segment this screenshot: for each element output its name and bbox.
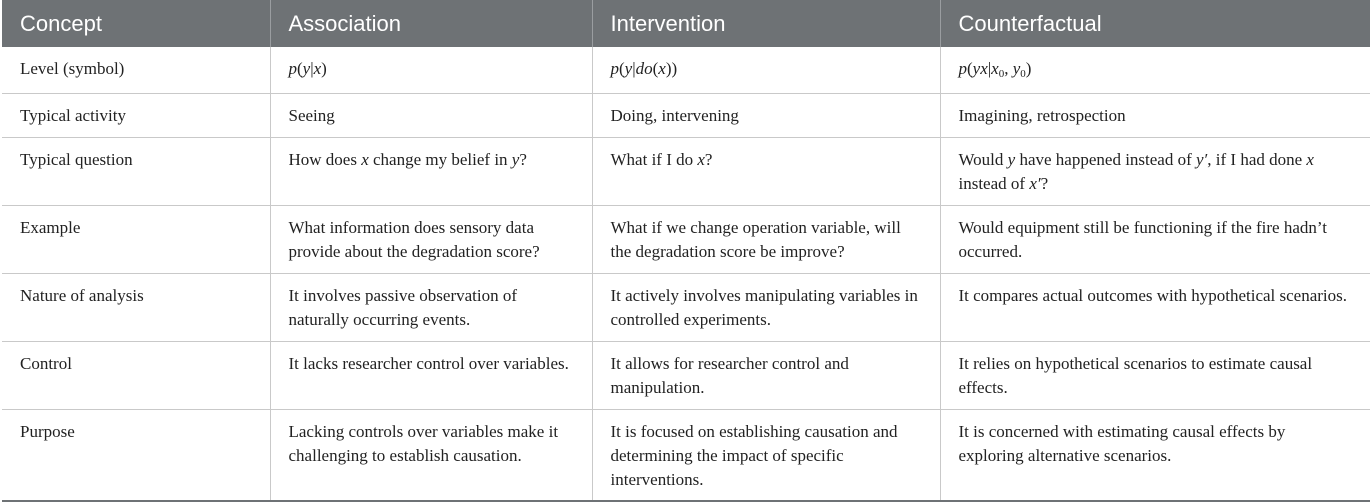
table-row-question	[2, 137, 1370, 205]
cell-intervention: What if I do x?	[592, 137, 940, 205]
cell-concept: Purpose	[2, 409, 270, 501]
cell-concept: Level (symbol)	[2, 47, 270, 93]
cell-association: Lacking controls over variables make it challenging to establish causation.	[270, 409, 592, 501]
table-row-control	[2, 341, 1370, 409]
cell-concept: Typical question	[2, 137, 270, 205]
cell-association: What information does sensory data provide about the degradation score?	[270, 205, 592, 273]
cell-intervention: Doing, intervening	[592, 93, 940, 137]
cell-concept: Control	[2, 341, 270, 409]
cell-association: It involves passive observation of naturally occurring events.	[270, 273, 592, 341]
cell-association: It lacks researcher control over variables.	[270, 341, 592, 409]
cell-association: How does x change my belief in y?	[270, 137, 592, 205]
cell-association-formula: p(y|x)	[270, 47, 592, 93]
cell-counterfactual: It is concerned with estimating causal effects by exploring alternative scenarios.	[940, 409, 1370, 501]
header-counterfactual: Counterfactual	[940, 0, 1370, 47]
cell-concept: Typical activity	[2, 93, 270, 137]
table-row-example	[2, 205, 1370, 273]
table-row-activity	[2, 93, 1370, 137]
cell-association: Seeing	[270, 93, 592, 137]
causal-hierarchy-table	[2, 0, 1370, 502]
table-row-nature	[2, 273, 1370, 341]
cell-intervention: What if we change operation variable, will the degradation score be improve?	[592, 205, 940, 273]
table-row-purpose	[2, 409, 1370, 501]
cell-counterfactual: Would y have happened instead of y′, if I had done x instead of x′?	[940, 137, 1370, 205]
cell-intervention: It actively involves manipulating variables in controlled experiments.	[592, 273, 940, 341]
cell-counterfactual: It compares actual outcomes with hypothetical scenarios.	[940, 273, 1370, 341]
cell-counterfactual: Imagining, retrospection	[940, 93, 1370, 137]
cell-intervention-formula: p(y|do(x))	[592, 47, 940, 93]
header-intervention: Intervention	[592, 0, 940, 47]
cell-intervention: It allows for researcher control and manipulation.	[592, 341, 940, 409]
cell-counterfactual: It relies on hypothetical scenarios to estimate causal effects.	[940, 341, 1370, 409]
header-concept: Concept	[2, 0, 270, 47]
cell-concept: Nature of analysis	[2, 273, 270, 341]
cell-counterfactual: Would equipment still be functioning if the fire hadn’t occurred.	[940, 205, 1370, 273]
cell-intervention: It is focused on establishing causation and determining the impact of specific interventions.	[592, 409, 940, 501]
header-row	[2, 0, 1370, 47]
header-association: Association	[270, 0, 592, 47]
cell-concept: Example	[2, 205, 270, 273]
cell-counterfactual-formula: $p(yx|x_0$, $y_0$)	[940, 47, 1370, 93]
table-row-level	[2, 47, 1370, 93]
